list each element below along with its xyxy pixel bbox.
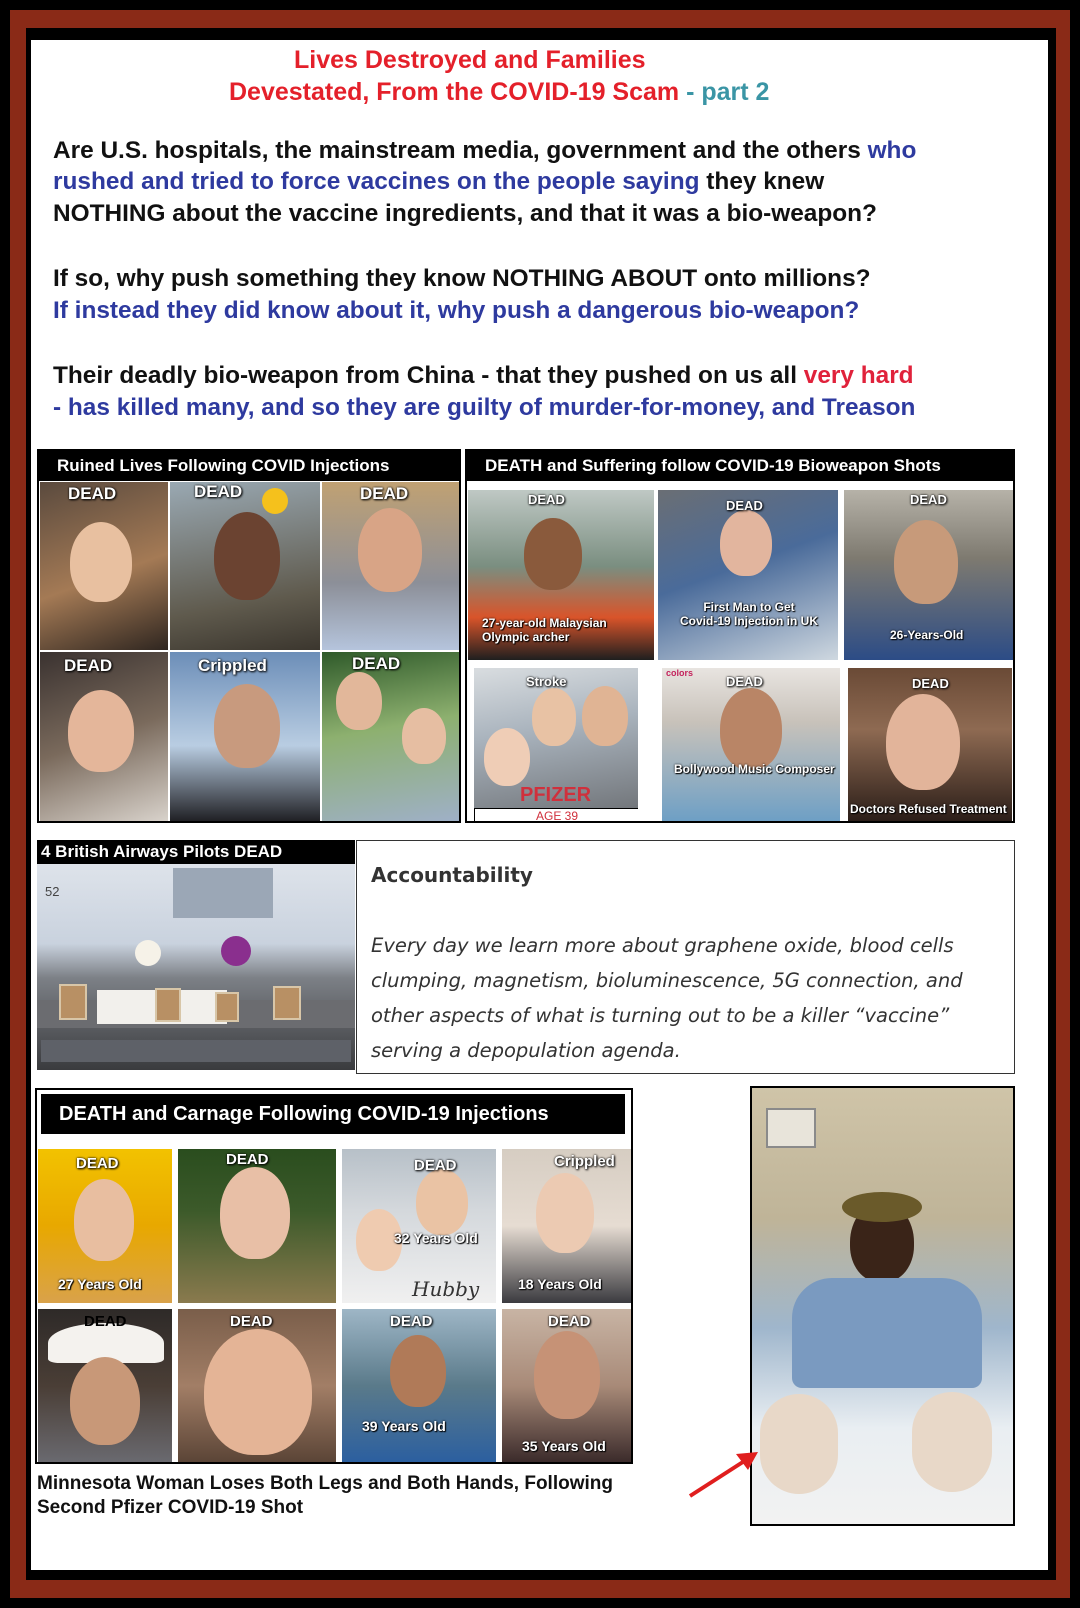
face [720, 510, 772, 576]
accountability-title: Accountability [371, 863, 533, 887]
orchid-icon [221, 936, 251, 966]
photo-frame [215, 992, 239, 1022]
photo-woman-smiling [501, 1308, 633, 1464]
monitor-icon [766, 1108, 816, 1148]
pilots-panel [37, 840, 355, 1070]
bandaged-leg [760, 1394, 838, 1494]
photo-label: Crippled [554, 1153, 615, 1170]
face [524, 518, 582, 590]
photo-older-man-glasses [847, 667, 1013, 823]
photo-label: DEAD [352, 654, 401, 673]
death-carnage-header: DEATH and Carnage Following COVID-19 Injections [41, 1094, 625, 1134]
orchid-icon [135, 940, 161, 966]
photo-label: DEAD [414, 1157, 457, 1174]
paragraph-2-line-1: If so, why push something they know NOTHING ABOUT onto millions? [53, 265, 871, 292]
photo-caption: Bollywood Music Composer [674, 762, 835, 776]
photo-man-cowboy-hat [37, 1308, 173, 1464]
photo-label: DEAD [726, 674, 763, 689]
bandaged-leg [912, 1392, 992, 1492]
photo-older-woman-glasses [177, 1148, 337, 1304]
sign-number: 52 [45, 884, 60, 899]
death-suffering-panel [465, 449, 1015, 823]
paragraph-1-line-2 [53, 166, 824, 197]
books-on-table [41, 1040, 351, 1062]
photo-label: DEAD [194, 482, 243, 501]
face [536, 1173, 594, 1253]
title-line-2-text: Devestated, From the COVID-19 Scam [229, 78, 680, 106]
photo-woman-flower [169, 481, 321, 651]
colors-tag: colors [666, 668, 694, 678]
text-segment-red: very hard [803, 362, 914, 389]
paragraph-3-line-2: - has killed many, and so they are guilty of murder-for-money, and Treason [53, 394, 916, 421]
photo-label: DEAD [390, 1313, 433, 1330]
face [720, 688, 782, 770]
photo-man-cap [169, 651, 321, 823]
photo-first-man-uk [657, 489, 839, 661]
face [484, 728, 530, 786]
face [894, 520, 958, 604]
photo-label: DEAD [76, 1155, 119, 1172]
red-arrow-icon [686, 1448, 766, 1500]
age-bar: AGE 39 [474, 808, 639, 823]
photo-caption [482, 616, 607, 644]
face [74, 1179, 134, 1261]
title-part-label: part 2 [701, 78, 770, 106]
pfizer-text: PFIZER [520, 784, 592, 806]
photo-man-shirt [321, 481, 461, 651]
photo-label: Crippled [198, 656, 267, 675]
bottom-caption [37, 1472, 613, 1520]
hospital-gown [792, 1278, 982, 1388]
caption-line: Covid-19 Injection in UK [679, 614, 818, 628]
photo-caption: 18 Years Old [518, 1276, 602, 1292]
face [534, 1331, 600, 1419]
ruined-lives-panel [37, 449, 461, 823]
paragraph-1-line-1 [53, 135, 916, 166]
photo-frame [155, 988, 181, 1022]
photo-label: DEAD [226, 1151, 269, 1168]
death-carnage-panel [35, 1088, 633, 1464]
photo-label: DEAD [726, 498, 763, 513]
photo-label: DEAD [912, 676, 949, 691]
photo-caption: 35 Years Old [522, 1438, 606, 1454]
photo-label: DEAD [360, 484, 409, 503]
shirt-text: Hubby [412, 1277, 480, 1301]
poster-photo [173, 868, 273, 918]
title-line-1: Lives Destroyed and Families [294, 46, 646, 74]
text-segment: Their deadly bio-weapon from China - that they pushed on us all [53, 362, 804, 389]
face [358, 508, 422, 592]
photo-woman-closeup [177, 1308, 337, 1464]
photo-caption: 32 Years Old [394, 1230, 478, 1246]
face [214, 512, 280, 600]
photo-young-man-glasses [843, 489, 1015, 661]
face [582, 686, 628, 746]
face [416, 1169, 468, 1235]
paragraph-1-line-3: NOTHING about the vaccine ingredients, and that it was a bio-weapon? [53, 200, 877, 227]
bottom-caption-line-1: Minnesota Woman Loses Both Legs and Both Hands, Following [37, 1473, 613, 1494]
paragraph-2-line-2: If instead they did know about it, why push a dangerous bio-weapon? [53, 297, 860, 324]
text-segment-blue: who [867, 137, 917, 164]
face [70, 1357, 140, 1445]
photo-caption [660, 600, 838, 628]
face [402, 708, 446, 764]
photo-caption: 39 Years Old [362, 1418, 446, 1434]
hospital-photo [750, 1086, 1015, 1526]
face [204, 1329, 312, 1455]
photo-woman-balcony [341, 1308, 497, 1464]
pilots-header: 4 British Airways Pilots DEAD [37, 840, 355, 864]
photo-frame [59, 984, 87, 1020]
text-segment: they knew [699, 168, 825, 195]
face [336, 672, 382, 730]
photo-frame [273, 986, 301, 1020]
death-suffering-header: DEATH and Suffering follow COVID-19 Bioweapon Shots [467, 451, 1013, 481]
text-segment-blue: rushed and tried to force vaccines on the people saying [53, 168, 700, 195]
title-line-2 [229, 78, 769, 107]
face [70, 522, 132, 602]
photo-label: DEAD [528, 492, 565, 507]
photo-label: DEAD [64, 656, 113, 675]
accountability-body: Every day we learn more about graphene oxide, blood cells clumping, magnetism, bioluminescence, 5G connection, and other aspects of what is turning out to be a killer “vaccine” serving a depopulation agenda. [371, 934, 963, 1062]
photo-label: DEAD [68, 484, 117, 503]
accountability-box [356, 840, 1015, 1074]
poster-canvas [31, 40, 1048, 1570]
photo-label: DEAD [84, 1313, 127, 1330]
ruined-lives-header: Ruined Lives Following COVID Injections [39, 451, 459, 481]
photo-couple-hubby [341, 1148, 497, 1304]
face [220, 1167, 290, 1259]
face [390, 1335, 446, 1407]
photo-label: DEAD [910, 492, 947, 507]
paragraph-3-line-1 [53, 360, 914, 391]
photo-caption: 26-Years-Old [890, 628, 964, 642]
caption-line: Olympic archer [482, 630, 570, 644]
face [214, 684, 280, 768]
text-segment: Are U.S. hospitals, the mainstream media, government and the others [53, 137, 868, 164]
photo-caption: 27 Years Old [58, 1276, 142, 1292]
face [886, 694, 960, 790]
photo-woman-yellow [37, 1148, 173, 1304]
photo-bollywood-composer [661, 667, 841, 823]
photo-woman-glasses [39, 651, 169, 823]
title-part-sep: - [679, 78, 702, 106]
photo-woman-blonde [39, 481, 169, 651]
flower-icon [262, 488, 288, 514]
face [532, 688, 576, 746]
caption-line: First Man to Get [703, 600, 795, 614]
head-wrap [842, 1192, 922, 1222]
photo-young-woman-blonde [501, 1148, 633, 1304]
photo-caption: Doctors Refused Treatment [850, 802, 1007, 816]
photo-label: DEAD [548, 1313, 591, 1330]
bottom-caption-line-2: Second Pfizer COVID-19 Shot [37, 1497, 304, 1518]
face [68, 690, 134, 772]
photo-couple-boston [321, 651, 461, 823]
caption-line: 27-year-old Malaysian [482, 616, 607, 630]
photo-family-stroke [473, 667, 639, 823]
photo-label: Stroke [526, 674, 567, 689]
photo-label: DEAD [230, 1313, 273, 1330]
photo-archer [467, 489, 655, 661]
